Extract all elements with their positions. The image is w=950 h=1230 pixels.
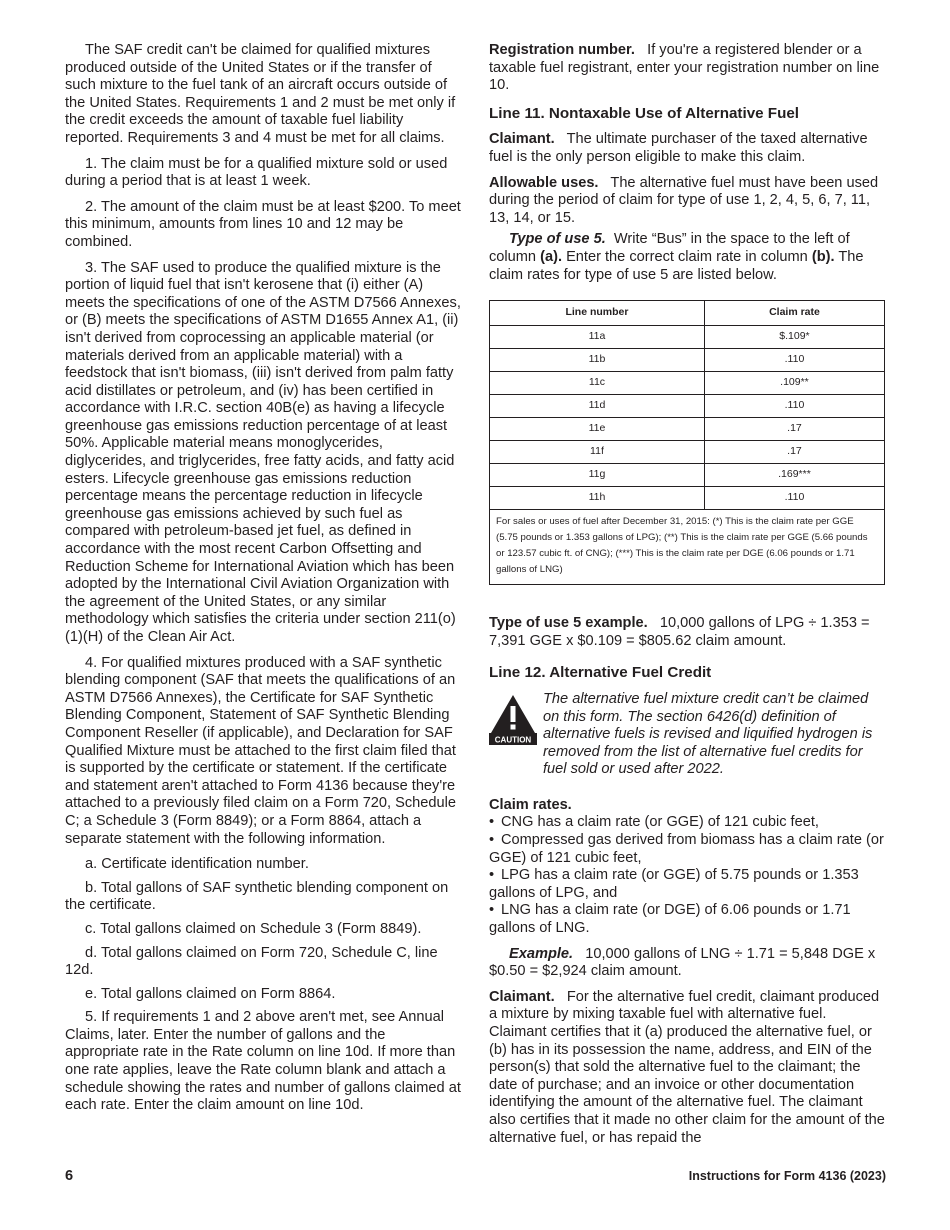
line-number-cell: 11f [490,441,705,464]
type-of-use-5-label: Type of use 5. [509,231,606,248]
line-number-cell: 11g [490,464,705,487]
list-item: • CNG has a claim rate (or GGE) of 121 cubic feet, [489,814,819,831]
type-of-use-5-text-1: Write “Bus” in the space to the left of column [489,231,850,265]
claim-rate-cell: .17 [704,441,884,464]
table-row [490,464,885,487]
requirement-4: 4. For qualified mixtures produced with a SAF synthetic blending component (SAF that meets the qualifications of an ASTM D7566 Annexes), the Certificate for SAF Synthetic Blending Component, Statement of SAF Synthetic Blending Component Reseller (if applicable), and Declaration for SAF Qualified Mixture must be attached to the first claim filed that is supported by the certificate or statement. If the certificate and statement aren't attached to Form 4136 because they're attached to a previously filed claim on a Form 720, Schedule C; a Schedule 3 (Form 8849); or a Form 8864, attach a separate statement with the following information. [65,654,457,847]
table-row [490,418,885,441]
list-item-c: c. Total gallons claimed on Schedule 3 (Form 8849). [85,920,422,937]
claim-rates-table [489,300,885,585]
claimant-2-paragraph [489,989,886,1147]
claimant-text: The ultimate purchaser of the taxed alternative fuel is the only person eligible to make this claim. [489,131,868,165]
table-row [490,441,885,464]
claimant-label: Claimant. [489,131,555,148]
line-number-cell: 11d [490,395,705,418]
right-column [489,42,886,1155]
line-11-heading: Line 11. Nontaxable Use of Alternative Fuel [489,104,800,122]
table-note-row [490,510,885,585]
registration-label: Registration number. [489,42,635,58]
claim-rate-cell: .17 [704,418,884,441]
example-label: Example. [509,945,574,962]
claim-rate-cell: .110 [704,395,884,418]
form-title-footer: Instructions for Form 4136 (2023) [688,1169,886,1183]
table-row [490,487,885,510]
requirement-5: 5. If requirements 1 and 2 above aren't met, see Annual Claims, later. Enter the number of gallons and the appropriate rate in the Rate column on line 10d. If more than one rate applies, leave the Rate column blank and attach a schedule showing the rates and number of gallons claimed at each rate. Enter the claim amount on line 10d. [65,1009,461,1114]
list-item-b: b. Total gallons of SAF synthetic blending component on the certificate. [65,879,449,914]
caution-text: The alternative fuel mixture credit can’t be claimed on this form. The section 6426(d) definition of alternative fuels is revised and liquified hydrogen is removed from the list of alternative fuel credits for fuel sold or used after 2022. [543,690,873,778]
claim-rates-list [489,814,886,937]
example-5-text: 10,000 gallons of LPG ÷ 1.353 = 7,391 GGE x $0.109 = $805.62 claim amount. [489,615,870,649]
type-of-use-5-text-3: The claim rates for type of use 5 are listed below. [489,248,864,283]
line-number-cell: 11a [490,326,705,349]
table-header-row [490,301,885,326]
claim-rates-section [489,797,886,815]
claim-rate-cell: .110 [704,487,884,510]
allowable-uses-text: The alternative fuel must have been used during the period of claim for type of use 1, 2, 4, 5, 6, 7, 11, 13, 14, or 15. [489,174,879,226]
bullet-text: LNG has a claim rate (or DGE) of 6.06 pounds or 1.71 gallons of LNG. [489,902,851,937]
caution-icon [489,693,537,745]
registration-paragraph [489,42,886,95]
requirement-3: 3. The SAF used to produce the qualified mixture is the portion of liquid fuel that isn't kerosene that (i) either (A) meets the specifications of one of the ASTM D7566 Annexes, or (B) meets the specifications of ASTM D1655 Annex A1, (ii) isn't derived from coprocessing an applicable material (or materials derived from an applicable material) with a feedstock that isn't biomass, (iii) isn't derived from palm fatty acid distillates or petroleum, and (iv) has been certified in accordance with I.R.C. section 40B(e) as having a lifecycle greenhouse gas emissions reduction percentage of at least 50%. Applicable material means monoglycerides, diglycerides, and triglycerides, free fatty acids, and fatty acid esters. Lifecycle greenhouse gas emissions reduction percentage means the percentage reduction in lifecycle greenhouse gas emissions achieved by such fuel as compared with petroleum-based jet fuel, as defined in accordance with the most recent Carbon Offsetting and Reduction Scheme for International Aviation which has been adopted by the International Civil Aviation Organization with the agreement of the United States, or any similar methodology which satisfies the criteria under section 211(o)(1)(H) of the Clean Air Act. [65,259,461,645]
claim-rates-label: Claim rates. [489,796,572,813]
header-line-number: Line number [490,301,705,326]
example-5-label: Type of use 5 example. [489,615,648,632]
example-text: 10,000 gallons of LNG ÷ 1.71 = 5,848 DGE x $0.50 = $2,924 claim amount. [489,945,876,980]
type-of-use-5-example [489,615,886,650]
column-b-ref: (b). [811,248,835,265]
list-item: • Compressed gas derived from biomass has a claim rate (or GGE) of 121 cubic feet, [489,832,884,866]
caution-block [489,691,886,797]
claimant-2-label: Claimant. [489,988,555,1005]
type-of-use-5-text-2: Enter the correct claim rate in column [566,248,808,265]
claim-rate-cell: .110 [704,349,884,372]
line-number-cell: 11b [490,349,705,372]
bullet-text: Compressed gas derived from biomass has a claim rate (or GGE) of 121 cubic feet, [489,832,884,866]
table-row [490,349,885,372]
requirement-1: 1. The claim must be for a qualified mixture sold or used during a period that is at least 1 week. [65,155,448,190]
claim-rate-cell: .169*** [704,464,884,487]
line-12-heading: Line 12. Alternative Fuel Credit [489,664,712,682]
list-item: • LPG has a claim rate (or GGE) of 5.75 pounds or 1.353 gallons of LPG, and [489,867,859,901]
table-note: For sales or uses of fuel after December 31, 2015: (*) This is the claim rate per GGE (5.75 pounds or 1.353 gallons of LPG); (**) This is the claim rate per GGE (5.66 pounds or 123.57 cubic ft. of CNG); (***) This is the claim rate per DGE (6.06 pounds or 1.71 gallons of LNG) [490,510,885,585]
line-number-cell: 11c [490,372,705,395]
header-claim-rate: Claim rate [704,301,884,326]
list-item-a: a. Certificate identification number. [85,856,309,873]
line-number-cell: 11e [490,418,705,441]
table-row [490,395,885,418]
line-number-cell: 11h [490,487,705,510]
table-row [490,372,885,395]
table-row [490,326,885,349]
page-number: 6 [65,1168,74,1184]
requirement-2: 2. The amount of the claim must be at least $200. To meet this minimum, amounts from lines 10 and 12 may be combined. [65,198,461,250]
claimant-paragraph [489,131,886,166]
list-item: • LNG has a claim rate (or DGE) of 6.06 pounds or 1.71 gallons of LNG. [489,902,851,937]
claimant-2-text: For the alternative fuel credit, claimant produced a mixture by mixing taxable fuel with alternative fuel. Claimant certifies that it (a) produced the alternative fuel, or (b) has in its possession the name, address, and EIN of the person(s) that sold the alternative fuel to the claimant; the date of purchase; and an invoice or other documentation identifying the amount of the alternative fuel. The claimant also certifies that it made no other claim for the amount of the alternative fuel, or has repaid the [489,988,885,1146]
type-of-use-5-paragraph [489,231,886,284]
claim-rate-cell: $.109* [704,326,884,349]
saf-intro-paragraph: The SAF credit can't be claimed for qualified mixtures produced outside of the United States or if the transfer of such mixture to the fuel tank of an aircraft occurs outside of the United States. Requirements 1 and 2 must be met only if the credit exceeds the amount of taxable fuel liability reported. Requirements 3 and 4 must be met for all claims. [65,42,456,146]
allowable-uses-label: Allowable uses. [489,174,599,191]
list-item-d: d. Total gallons claimed on Form 720, Schedule C, line 12d. [65,944,438,979]
claim-rate-cell: .109** [704,372,884,395]
registration-text: If you're a registered blender or a taxable fuel registrant, enter your registration number on line 10. [489,42,880,94]
left-column [65,42,463,1123]
bullet-text: CNG has a claim rate (or GGE) of 121 cubic feet, [501,814,819,831]
example-paragraph [489,946,886,981]
column-a-ref: (a). [540,248,562,265]
caution-icon-text: CAUTION [494,735,532,745]
bullet-text: LPG has a claim rate (or GGE) of 5.75 pounds or 1.353 gallons of LPG, and [489,867,859,901]
allowable-uses-paragraph [489,175,886,228]
list-item-e: e. Total gallons claimed on Form 8864. [85,985,336,1002]
